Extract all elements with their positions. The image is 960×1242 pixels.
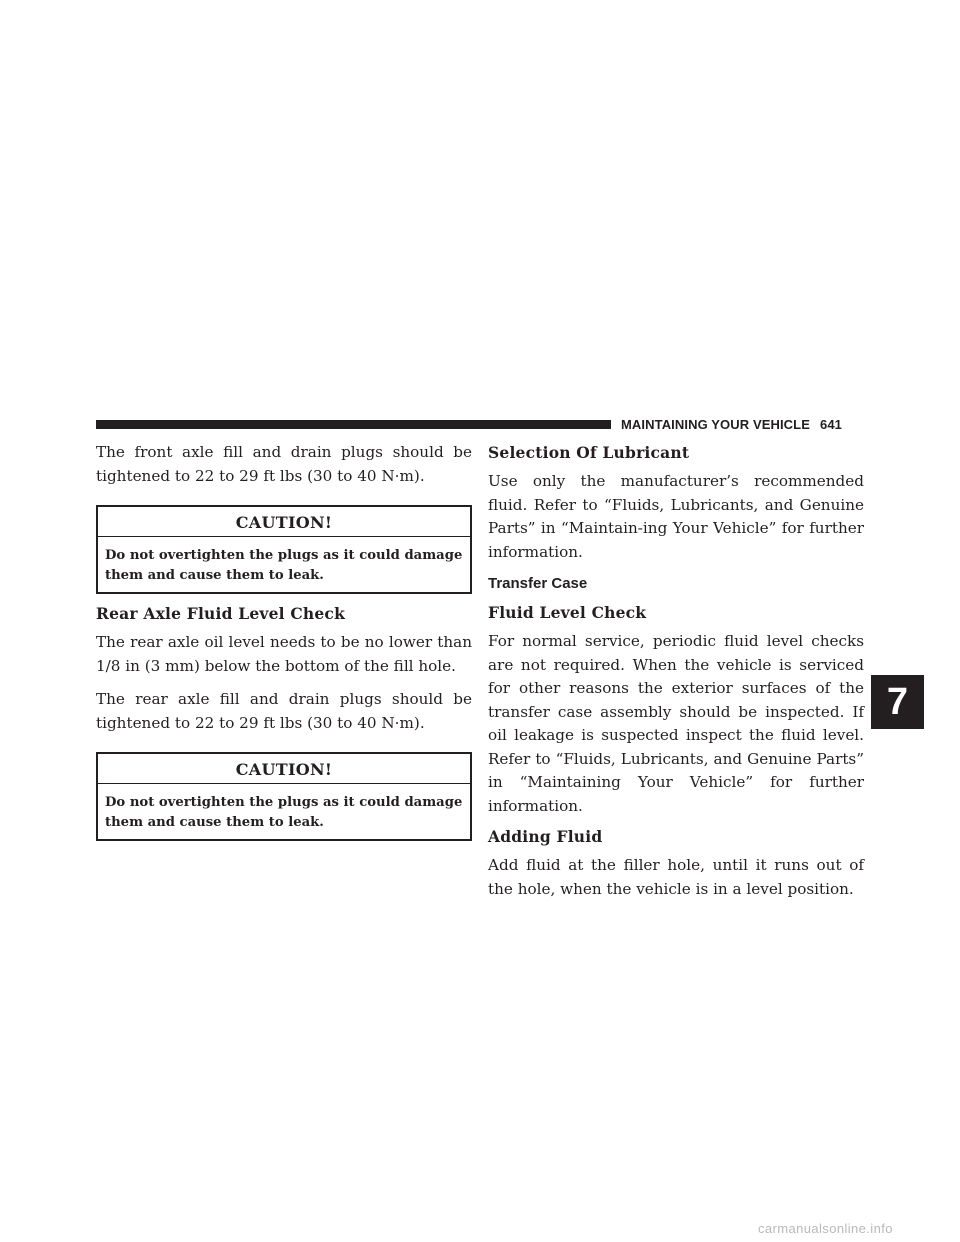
fluid-level-paragraph: For normal service, periodic fluid level checks are not required. When the vehicle is serviced for other reasons the exterior surfaces of the transfer case assembly should be inspected. If oil leakage is suspected inspect the fluid level. Refer to “Fluids, Lubricants, and Genuine Parts” in “Maintaining Your Vehicle” for further information. (488, 632, 864, 815)
caution-box-2 (96, 752, 472, 841)
caution-title-2: CAUTION! (98, 754, 470, 784)
header-rule (96, 420, 611, 429)
front-axle-paragraph: The front axle fill and drain plugs should be tightened to 22 to 29 ft lbs (30 to 40 N·m). (96, 443, 472, 485)
page-number: 641 (819, 417, 842, 432)
caution-box-1 (96, 505, 472, 594)
lubricant-heading: Selection Of Lubricant (488, 443, 690, 462)
adding-fluid-heading: Adding Fluid (488, 827, 603, 846)
transfer-case-heading: Transfer Case (488, 575, 588, 592)
watermark: carmanualsonline.info (758, 1221, 893, 1236)
left-column (96, 441, 472, 841)
section-title: MAINTAINING YOUR VEHICLE (621, 417, 810, 432)
right-column (488, 441, 864, 901)
rear-axle-plugs-paragraph: The rear axle fill and drain plugs should be tightened to 22 to 29 ft lbs (30 to 40 N·m). (96, 690, 472, 732)
caution-title-1: CAUTION! (98, 507, 470, 537)
chapter-tab: 7 (871, 675, 924, 729)
adding-fluid-paragraph: Add fluid at the filler hole, until it runs out of the hole, when the vehicle is in a level position. (488, 856, 864, 898)
lubricant-paragraph: Use only the manufacturer’s recommended fluid. Refer to “Fluids, Lubricants, and Genuine Parts” in “Maintain-ing Your Vehicle” for further information. (488, 472, 864, 561)
caution-text-2: Do not overtighten the plugs as it could damage them and cause them to leak. (105, 795, 463, 830)
rear-axle-heading: Rear Axle Fluid Level Check (96, 604, 346, 623)
rear-axle-level-paragraph: The rear axle oil level needs to be no lower than 1/8 in (3 mm) below the bottom of the fill hole. (96, 633, 472, 675)
running-header (621, 417, 842, 432)
caution-text-1: Do not overtighten the plugs as it could damage them and cause them to leak. (105, 548, 463, 583)
fluid-level-heading: Fluid Level Check (488, 603, 647, 622)
